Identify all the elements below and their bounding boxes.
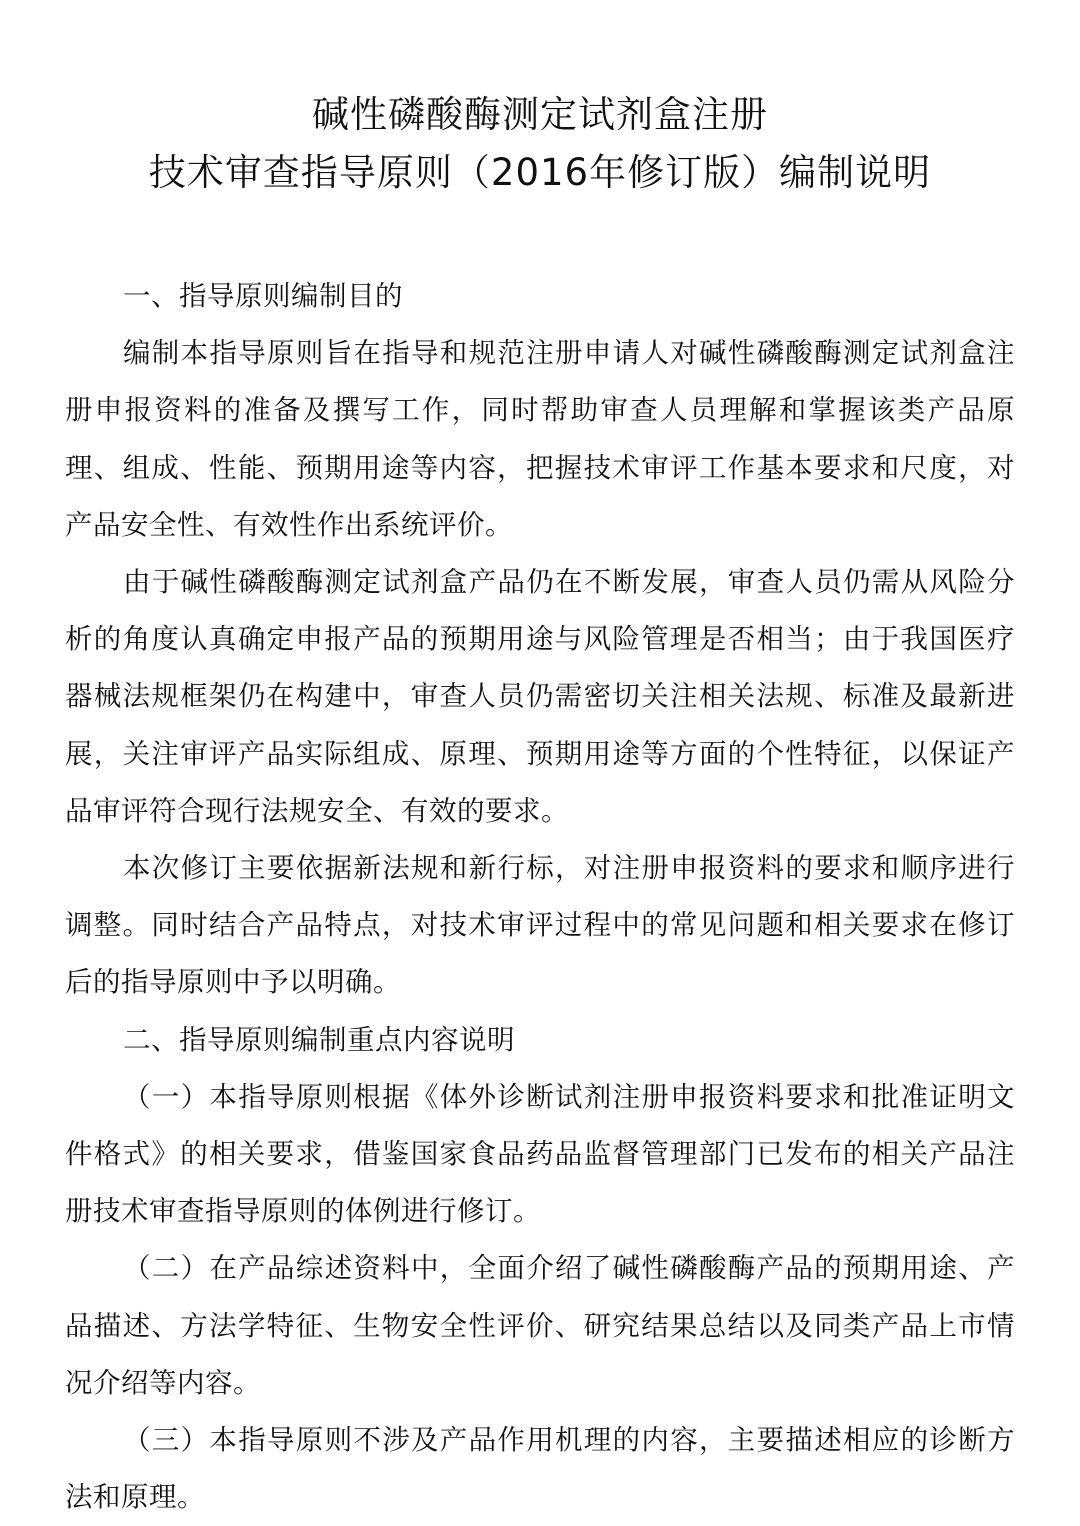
section-2-paragraph-1: （一）本指导原则根据《体外诊断试剂注册申报资料要求和批准证明文件格式》的相关要求，借鉴国家食品药品监督管理部门已发布的相关产品注册技术审查指导原则的体例进行修订。: [65, 1080, 1015, 1228]
title-line-1: 碱性磷酸酶测定试剂盒注册: [312, 93, 768, 136]
section-1-paragraph-3: 本次修订主要依据新法规和新行标，对注册申报资料的要求和顺序进行调整。同时结合产品特点，对技术审评过程中的常见问题和相关要求在修订后的指导原则中予以明确。: [65, 852, 1015, 999]
section-1-paragraph-2: 由于碱性磷酸酶测定试剂盒产品仍在不断发展，审查人员仍需从风险分析的角度认真确定申报产品的预期用途与风险管理是否相当；由于我国医疗器械法规框架仍在构建中，审查人员仍需密切关注相关法规、标准及最新进展，关注审评产品实际组成、原理、预期用途等方面的个性特征，以保证产品审评符合现行法规安全、有效的要求。: [65, 566, 1015, 827]
section-2-paragraph-3: （三）本指导原则不涉及产品作用机理的内容，主要描述相应的诊断方法和原理。: [65, 1424, 1015, 1514]
title-line-2: 技术审查指导原则（2016年修订版）编制说明: [148, 151, 932, 194]
section-1-paragraph-1: 编制本指导原则旨在指导和规范注册申请人对碱性磷酸酶测定试剂盒注册申报资料的准备及撰写工作，同时帮助审查人员理解和掌握该类产品原理、组成、性能、预期用途等内容，把握技术审评工作基本要求和尺度，对产品安全性、有效性作出系统评价。: [65, 337, 1015, 541]
section-1-heading: 一、指导原则编制目的: [123, 280, 403, 312]
section-2-paragraph-2: （二）在产品综述资料中，全面介绍了碱性磷酸酶产品的预期用途、产品描述、方法学特征、生物安全性评价、研究结果总结以及同类产品上市情况介绍等内容。: [65, 1252, 1015, 1399]
document-title: [65, 86, 1015, 202]
section-2-heading: 二、指导原则编制重点内容说明: [123, 1023, 515, 1056]
